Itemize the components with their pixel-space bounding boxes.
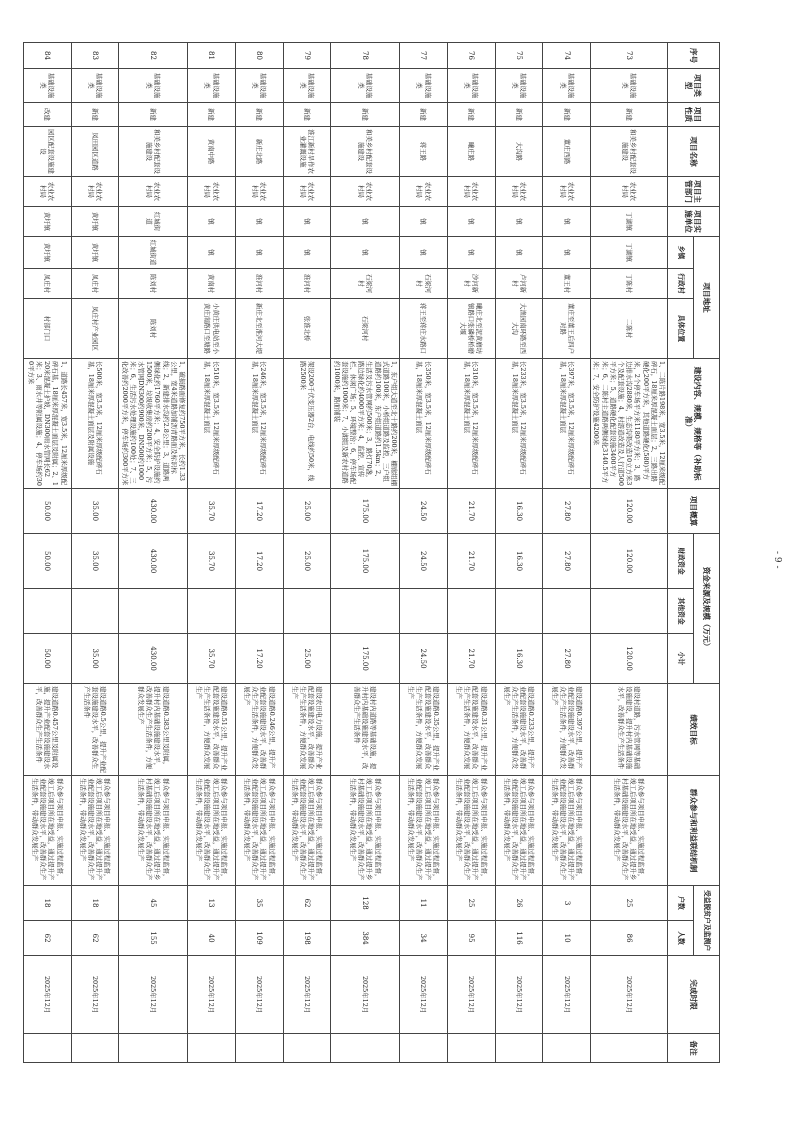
cell-nature: 新建 <box>71 103 119 127</box>
cell-unit: 镇 <box>543 207 591 237</box>
cell-dept: 农业农村局 <box>543 177 591 207</box>
cell-seq: 81 <box>187 43 235 69</box>
cell-type: 基础设施类 <box>235 69 283 103</box>
header-budget: 项目概算 <box>668 489 720 534</box>
cell-subtotal: 120.00 <box>591 634 668 684</box>
cell-persons: 62 <box>23 921 71 956</box>
cell-name: 园区配套设施建设 <box>23 127 71 177</box>
table-row <box>187 43 235 1063</box>
cell-seq: 77 <box>399 43 447 69</box>
cell-goal: 建设道路0.5公里，提升产业配套设施建设水平，改善群众生产生活条件 <box>71 684 119 776</box>
table-row <box>71 43 119 1063</box>
cell-dept: 农业农村局 <box>399 177 447 207</box>
cell-subtotal: 16.30 <box>495 634 543 684</box>
cell-content: 长397米，宽3.5米，12厘米厚级配碎石基，18厘米厚混凝土面层 <box>543 359 591 489</box>
cell-unit: 镇 <box>235 207 283 237</box>
cell-village: 陈刘村 <box>119 269 188 299</box>
cell-other <box>399 589 447 634</box>
cell-nature: 新建 <box>591 103 668 127</box>
cell-seq: 83 <box>71 43 119 69</box>
cell-households: 11 <box>399 886 447 921</box>
cell-budget: 175.00 <box>331 489 400 534</box>
cell-fiscal: 35.00 <box>71 534 119 589</box>
cell-subtotal: 24.50 <box>399 634 447 684</box>
header-unit: 项目实施单位 <box>668 207 720 237</box>
cell-location: 张淮北桥 <box>283 299 331 359</box>
cell-nature: 改建 <box>23 103 71 127</box>
cell-persons: 384 <box>331 921 400 956</box>
table-row <box>283 43 331 1063</box>
cell-mechanism: 群众参与项目申报、实施过程监督，竣工后项目所在地受益，通过提升乡村基础设施建设水平，改善群众生产生活条件，带动群众发展生产 <box>119 776 188 886</box>
cell-name: 新庄北路 <box>235 127 283 177</box>
cell-content: 长510米，宽3.5米，12厘米厚级配碎石基，18厘米厚混凝土面层 <box>187 359 235 489</box>
cell-goal: 建设道路0.233公里，提升产业配套设施建设水平，改善群众生产生活条件，方便群众发展生产 <box>495 684 543 776</box>
cell-mechanism: 群众参与项目申报、实施过程监督，竣工后项目所在地受益，通过提升乡村基础设施建设水平，改善群众生产生活条件，带动群众发展生产 <box>591 776 668 886</box>
cell-dept: 农业农村局 <box>283 177 331 207</box>
cell-other <box>283 589 331 634</box>
cell-content: 1、道路长457米，宽3.5米，12厘米厚级配碎石基，18厘米厚混凝土面层及附属；2、120米混凝土护坡，DN300雨水管网长62米；3、雨水井等附属设施；4、停车场约300平方米 <box>23 359 71 489</box>
cell-nature: 新建 <box>495 103 543 127</box>
cell-other <box>119 589 188 634</box>
cell-deadline: 2025年12月 <box>235 956 283 1034</box>
cell-mechanism: 群众参与项目申报、实施过程监督，竣工后项目所在地受益，通过提升产业配套设施建设水平，改善群众生产生活条件，带动群众发展生产 <box>235 776 283 886</box>
cell-name: 黄南中路 <box>187 127 235 177</box>
cell-township: 镇 <box>399 237 447 269</box>
cell-name: 和美乡村配套设施建设 <box>591 127 668 177</box>
cell-content: 1、东户组大道至北十路约200米，棚廊组棚式道路100米，小桥组道路及监控，三户组道路约100米，东户组道路约1.5km；2、生活及污水管网约500米；3、路灯70盏，路边绿化约4000平方米；4、监控、宣传栏、休闲广场；5、环境整治；6、停车场配套设施约1000米；7、小湖组及新农村道路约1000米，路面铺装 <box>331 359 400 489</box>
cell-content: 架设200千伏变压器2台，电线约50米，线路2500米 <box>283 359 331 489</box>
header-persons: 人数 <box>668 921 694 956</box>
header-township: 乡镇 <box>668 237 694 269</box>
cell-remark <box>235 1034 283 1063</box>
cell-persons: 95 <box>447 921 495 956</box>
cell-unit: 镇 <box>495 207 543 237</box>
cell-content: 长350米，宽3.5米，12厘米厚级配碎石基，18厘米厚混凝土面层 <box>399 359 447 489</box>
cell-fiscal: 21.70 <box>447 534 495 589</box>
cell-township: 镇 <box>331 237 400 269</box>
cell-mechanism: 群众参与项目申报、实施过程监督，竣工后项目所在地受益，通过提升产业配套设施建设水平，改善群众生产生活条件，带动群众发展生产 <box>71 776 119 886</box>
cell-unit: 镇 <box>399 207 447 237</box>
header-type: 项目类型 <box>668 69 720 103</box>
cell-dept: 农业农村局 <box>71 177 119 207</box>
header-site-group: 项目地址 <box>694 237 720 359</box>
cell-village: 凤庄村 <box>23 269 71 299</box>
cell-fiscal: 120.00 <box>591 534 668 589</box>
cell-subtotal: 50.00 <box>23 634 71 684</box>
cell-nature: 新建 <box>447 103 495 127</box>
header-goal: 绩效目标 <box>668 684 720 776</box>
cell-nature: 新建 <box>119 103 188 127</box>
cell-households: 3 <box>543 886 591 921</box>
cell-unit: 镇 <box>447 207 495 237</box>
cell-unit: 镇 <box>331 207 400 237</box>
cell-seq: 80 <box>235 43 283 69</box>
cell-dept: 农业农村局 <box>119 177 188 207</box>
cell-nature: 新建 <box>187 103 235 127</box>
table-row <box>119 43 188 1063</box>
cell-village: 石梁河村 <box>399 269 447 299</box>
cell-persons: 86 <box>591 921 668 956</box>
cell-subtotal: 27.80 <box>543 634 591 684</box>
cell-township: 镇 <box>447 237 495 269</box>
table-row <box>495 43 543 1063</box>
cell-location: 小黄庄供电站至小黄庄南路口至塘路 <box>187 299 235 359</box>
header-content: 建设内容、规模、规格等（补助标准） <box>668 359 720 489</box>
header-beneficiaries: 受益脱贫户及监测户 <box>694 886 720 956</box>
table-row <box>399 43 447 1063</box>
cell-deadline: 2025年12月 <box>331 956 400 1034</box>
cell-remark <box>187 1034 235 1063</box>
header-remark: 备注 <box>668 1034 720 1063</box>
cell-deadline: 2025年12月 <box>119 956 188 1034</box>
cell-township: 丁湖镇 <box>591 237 668 269</box>
cell-location: 董庄至董王后四户对路 <box>543 299 591 359</box>
cell-remark <box>591 1034 668 1063</box>
cell-dept: 农业农村局 <box>331 177 400 207</box>
cell-mechanism: 群众参与项目申报、实施过程监督，竣工后项目所在地受益，通过提升产业配套设施建设水平，改善群众生产生活条件，带动群众发展生产 <box>23 776 71 886</box>
cell-mechanism: 群众参与项目申报、实施过程监督，竣工后项目所在地受益，通过提升产业配套设施建设水平，改善群众生产生活条件，带动群众发展生产 <box>187 776 235 886</box>
cell-goal: 建设村内道路等基础设施，提升村内基础设施建设水平，改善群众生产生活条件 <box>331 684 400 776</box>
table-row <box>331 43 400 1063</box>
cell-fiscal: 27.80 <box>543 534 591 589</box>
cell-unit: 黄圩镇 <box>23 207 71 237</box>
cell-households: 13 <box>187 886 235 921</box>
cell-households: 128 <box>331 886 400 921</box>
cell-location: 蒋王至蒋庄水路口 <box>399 299 447 359</box>
cell-location: 大渔园南环路至西大沟 <box>495 299 543 359</box>
header-name: 项目名称 <box>668 127 720 177</box>
header-other: 其他资金 <box>668 589 694 634</box>
cell-village: 卢河新村 <box>495 269 543 299</box>
cell-village: 董王村 <box>543 269 591 299</box>
cell-name: 曦庄路 <box>447 127 495 177</box>
cell-fiscal: 50.00 <box>23 534 71 589</box>
cell-remark <box>23 1034 71 1063</box>
cell-subtotal: 35.70 <box>187 634 235 684</box>
cell-fiscal: 16.30 <box>495 534 543 589</box>
header-subtotal: 小计 <box>668 634 694 684</box>
cell-seq: 84 <box>23 43 71 69</box>
cell-other <box>591 589 668 634</box>
cell-goal: 建设道路0.31公里，提升产业配套设施建设水平，改善群众生产生活条件，方便群众发展生产 <box>447 684 495 776</box>
cell-goal: 建设道路0.383公里及附属，提升村内基础设施建设水平，改善群众生产生活条件，方便群众发展生产 <box>119 684 188 776</box>
cell-seq: 82 <box>119 43 188 69</box>
cell-other <box>495 589 543 634</box>
cell-budget: 35.70 <box>187 489 235 534</box>
cell-goal: 建设道路0.35公里，提升产业配套设施建设水平，改善群众生产生活条件，方便群众发展生产 <box>399 684 447 776</box>
cell-fiscal: 24.50 <box>399 534 447 589</box>
table-row <box>235 43 283 1063</box>
cell-seq: 78 <box>331 43 400 69</box>
cell-other <box>71 589 119 634</box>
cell-goal: 建设道路0.397公里，提升产业配套设施建设水平，改善群众生产生活条件，方便群众发展生产 <box>543 684 591 776</box>
cell-type: 基础设施类 <box>331 69 400 103</box>
cell-remark <box>399 1034 447 1063</box>
cell-subtotal: 21.70 <box>447 634 495 684</box>
cell-subtotal: 25.00 <box>283 634 331 684</box>
cell-mechanism: 群众参与项目申报、实施过程监督，竣工后项目所在地受益，通过提升产业配套设施建设水平，改善群众生产生活条件，带动群众发展生产 <box>447 776 495 886</box>
cell-deadline: 2025年12月 <box>543 956 591 1034</box>
cell-households: 62 <box>283 886 331 921</box>
cell-fiscal: 175.00 <box>331 534 400 589</box>
cell-seq: 76 <box>447 43 495 69</box>
cell-subtotal: 17.20 <box>235 634 283 684</box>
cell-other <box>447 589 495 634</box>
cell-persons: 109 <box>235 921 283 956</box>
cell-remark <box>71 1034 119 1063</box>
cell-content: 长310米，宽3.5米，12厘米厚级配碎石基，18厘米厚混凝土面层 <box>447 359 495 489</box>
cell-fiscal: 25.00 <box>283 534 331 589</box>
cell-goal: 建设道路0.246公里，提升产业配套设施建设水平，改善群众生产生活条件，方便群众发展生产 <box>235 684 283 776</box>
cell-mechanism: 群众参与项目申报、实施过程监督，竣工后项目所在地受益，通过提升产业配套设施建设水平，改善群众生产生活条件，带动群众发展生产 <box>283 776 331 886</box>
cell-type: 基础设施类 <box>187 69 235 103</box>
cell-other <box>235 589 283 634</box>
cell-type: 基础设施类 <box>591 69 668 103</box>
cell-subtotal: 175.00 <box>331 634 400 684</box>
cell-township: 镇 <box>235 237 283 269</box>
cell-subtotal: 430.00 <box>119 634 188 684</box>
cell-deadline: 2025年12月 <box>447 956 495 1034</box>
cell-persons: 116 <box>495 921 543 956</box>
cell-persons: 10 <box>543 921 591 956</box>
cell-name: 蒋王路 <box>399 127 447 177</box>
cell-goal: 建设村道路，污水管网等基础设施建设，提升村内基础设施水平，改善群众生产生活条件 <box>591 684 668 776</box>
cell-township: 黄圩镇 <box>23 237 71 269</box>
cell-other <box>331 589 400 634</box>
cell-unit: 镇 <box>187 207 235 237</box>
cell-name: 和美乡村配套设施建设 <box>331 127 400 177</box>
cell-goal: 建设道路0.457公里及附属设施，提升产业配套设施建设水平，改善群众生产生活条件 <box>23 684 71 776</box>
cell-mechanism: 群众参与项目申报、实施过程监督，竣工后项目所在地受益，通过提升产业配套设施建设水平，改善群众生产生活条件，带动群众发展生产 <box>399 776 447 886</box>
cell-township: 黄圩镇 <box>71 237 119 269</box>
cell-location: 凤庄村产业园区 <box>71 299 119 359</box>
cell-households: 25 <box>591 886 668 921</box>
cell-nature: 新建 <box>399 103 447 127</box>
cell-type: 基础设施类 <box>543 69 591 103</box>
cell-township: 镇 <box>543 237 591 269</box>
cell-budget: 27.80 <box>543 489 591 534</box>
cell-other <box>543 589 591 634</box>
project-table <box>23 42 720 1063</box>
cell-type: 基础设施类 <box>71 69 119 103</box>
cell-type: 基础设施类 <box>399 69 447 103</box>
cell-type: 基础设施类 <box>495 69 543 103</box>
header-deadline: 完成时限 <box>668 956 720 1034</box>
cell-budget: 120.00 <box>591 489 668 534</box>
cell-deadline: 2025年12月 <box>495 956 543 1034</box>
cell-name: 淮江新村旱作农业灌溉设施 <box>283 127 331 177</box>
cell-content: 长246米，宽3.5米，12厘米厚级配碎石基，18厘米厚混凝土面层 <box>235 359 283 489</box>
rotated-page <box>26 42 720 1062</box>
cell-other <box>23 589 71 634</box>
header-nature: 项目性质 <box>668 103 720 127</box>
cell-goal: 建设道路0.51公里，提升产业配套设施建设水平，改善群众生产生活条件，方便群众发展生产 <box>187 684 235 776</box>
header-dept: 项目主管部门 <box>668 177 720 207</box>
cell-dept: 农业农村局 <box>591 177 668 207</box>
cell-persons: 40 <box>187 921 235 956</box>
cell-unit: 红城街道 <box>119 207 188 237</box>
cell-remark <box>283 1034 331 1063</box>
cell-deadline: 2025年12月 <box>187 956 235 1034</box>
cell-households: 18 <box>71 886 119 921</box>
cell-type: 基础设施类 <box>119 69 188 103</box>
cell-other <box>187 589 235 634</box>
cell-village: 淮河村 <box>235 269 283 299</box>
cell-location: 二陈村 <box>591 299 668 359</box>
cell-unit: 黄圩镇 <box>71 207 119 237</box>
cell-mechanism: 群众参与项目申报、实施过程监督，竣工后项目所在地受益，通过提升产业配套设施建设水平，改善群众生产生活条件，带动群众发展生产 <box>495 776 543 886</box>
table-row <box>447 43 495 1063</box>
table-row <box>23 43 71 1063</box>
cell-households: 18 <box>23 886 71 921</box>
cell-persons: 155 <box>119 921 188 956</box>
cell-households: 45 <box>119 886 188 921</box>
cell-budget: 35.00 <box>71 489 119 534</box>
cell-remark <box>495 1034 543 1063</box>
cell-unit: 丁湖镇 <box>591 207 668 237</box>
cell-name: 凤田园区道路 <box>71 127 119 177</box>
cell-remark <box>447 1034 495 1063</box>
cell-budget: 430.00 <box>119 489 188 534</box>
cell-persons: 62 <box>71 921 119 956</box>
cell-deadline: 2025年12月 <box>23 956 71 1034</box>
cell-village: 丁陈村 <box>591 269 668 299</box>
cell-persons: 198 <box>283 921 331 956</box>
table-row <box>591 43 668 1063</box>
cell-dept: 农业农村局 <box>447 177 495 207</box>
header-village: 行政村 <box>668 269 694 299</box>
cell-seq: 74 <box>543 43 591 69</box>
cell-seq: 75 <box>495 43 543 69</box>
header-households: 户数 <box>668 886 694 921</box>
cell-budget: 25.00 <box>283 489 331 534</box>
cell-budget: 21.70 <box>447 489 495 534</box>
cell-households: 35 <box>235 886 283 921</box>
cell-township: 红城街道 <box>119 237 188 269</box>
cell-seq: 79 <box>283 43 331 69</box>
cell-deadline: 2025年12月 <box>399 956 447 1034</box>
header-mechanism: 群众参与和利益联结机制 <box>668 776 720 886</box>
cell-content: 长500米，宽3.5米，12厘米厚级配碎石基，18厘米厚混凝土面层及附属设施 <box>71 359 119 489</box>
cell-nature: 新建 <box>283 103 331 127</box>
cell-dept: 农业农村局 <box>187 177 235 207</box>
cell-township: 镇 <box>283 237 331 269</box>
cell-nature: 新建 <box>235 103 283 127</box>
cell-subtotal: 35.00 <box>71 634 119 684</box>
cell-content: 1、破损路面修复约750平方米，长约1.33公里，宽4米道路加铺沥青路面及标识标线；2、新建排水沟约2.8公里；3、道路两侧绿化约1760平方米；4、安全防护设施约1500米，垃圾收集房约200平方米；5、污水管网DN300约900米，DN500约1000米；6、生活污水处理设施约100处；7、三化改善约2000平方米，停车场约300平方米 <box>119 359 188 489</box>
cell-village: 凤庄村 <box>71 269 119 299</box>
cell-deadline: 2025年12月 <box>591 956 668 1034</box>
cell-dept: 农业农村局 <box>23 177 71 207</box>
cell-name: 大沟路 <box>495 127 543 177</box>
cell-type: 基础设施类 <box>283 69 331 103</box>
cell-goal: 建设农田电力设施，提升产业配套设施建设水平，改善群众生产生活条件，方便群众发展生产 <box>283 684 331 776</box>
cell-name: 董庄西路 <box>543 127 591 177</box>
cell-village: 淮河村 <box>283 269 331 299</box>
cell-households: 25 <box>447 886 495 921</box>
cell-dept: 农业农村局 <box>235 177 283 207</box>
cell-location: 曦庄北至泥黄磨坊镇路口张磷桥桥磨大堰 <box>447 299 495 359</box>
cell-type: 基础设施类 <box>23 69 71 103</box>
cell-seq: 73 <box>591 43 668 69</box>
cell-dept: 农业农村局 <box>495 177 543 207</box>
page-number: - 9 - <box>772 551 782 569</box>
cell-deadline: 2025年12月 <box>71 956 119 1034</box>
cell-remark <box>119 1034 188 1063</box>
cell-budget: 50.00 <box>23 489 71 534</box>
cell-unit: 镇 <box>283 207 331 237</box>
table-row <box>543 43 591 1063</box>
cell-remark <box>331 1034 400 1063</box>
cell-name: 和美乡村配套设施建设 <box>119 127 188 177</box>
header-funds-group: 资金来源及规模（万元） <box>694 534 720 684</box>
cell-location: 村部门口 <box>23 299 71 359</box>
cell-budget: 17.20 <box>235 489 283 534</box>
cell-location: 陈刘村 <box>119 299 188 359</box>
cell-location: 新庄北至淮河大堤 <box>235 299 283 359</box>
cell-village: 沙河新村 <box>447 269 495 299</box>
cell-location: 石梁河村 <box>331 299 400 359</box>
cell-type: 基础设施类 <box>447 69 495 103</box>
cell-village: 石梁河村 <box>331 269 400 299</box>
header-fiscal: 财政资金 <box>668 534 694 589</box>
cell-fiscal: 17.20 <box>235 534 283 589</box>
cell-fiscal: 35.70 <box>187 534 235 589</box>
cell-nature: 新建 <box>543 103 591 127</box>
cell-township: 镇 <box>187 237 235 269</box>
cell-budget: 24.50 <box>399 489 447 534</box>
cell-nature: 新建 <box>331 103 400 127</box>
header-location: 具体位置 <box>668 299 694 359</box>
cell-persons: 34 <box>399 921 447 956</box>
cell-remark <box>543 1034 591 1063</box>
cell-mechanism: 群众参与项目申报、实施过程监督，竣工后项目所在地受益，通过提升产业配套设施建设水平，改善群众生产生活条件，带动群众发展生产 <box>543 776 591 886</box>
cell-village: 黄南村 <box>187 269 235 299</box>
cell-budget: 16.30 <box>495 489 543 534</box>
cell-deadline: 2025年12月 <box>283 956 331 1034</box>
cell-mechanism: 群众参与项目申报、实施过程监督，竣工后项目所在地受益，通过提升乡村基础设施建设水平，改善群众生产生活条件，带动群众发展生产 <box>331 776 400 886</box>
cell-township: 镇 <box>495 237 543 269</box>
header-seq: 序号 <box>668 43 720 69</box>
cell-fiscal: 430.00 <box>119 534 188 589</box>
cell-households: 26 <box>495 886 543 921</box>
cell-content: 1、二陈片路198米，宽3.5米，12厘米级配碎石，18厘米厚混凝土面层；2、三路出路硬化200平方米，其他道路硬化(580)平方米，2个停车场平方米1180平方米；3、路边排水沟2880米，生态沟渠改造10立方米3个及配套设施；4、村游道改造及人行道500平方米；5、道路硬化配套设施3400平方米；6、二陈村主道路两侧绿化3140.5平方米；7、安全防护设施4200米 <box>591 359 668 489</box>
cell-content: 长233米，宽3.5米，12厘米厚级配碎石基，18厘米厚混凝土面层 <box>495 359 543 489</box>
